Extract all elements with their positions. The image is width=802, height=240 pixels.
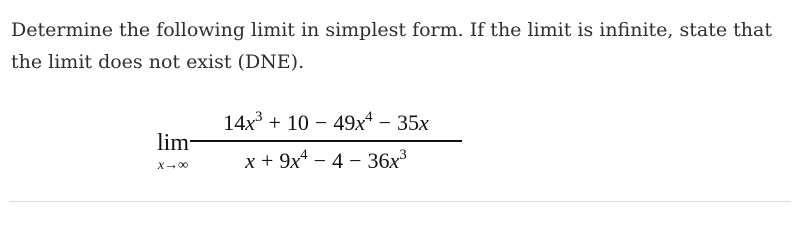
limit-expression [0,110,802,180]
limit-subscript: x→∞ [157,158,189,173]
question-text: Determine the following limit in simplest form. If the limit is infinite, state that the limit does not exist (DNE). [11,19,772,73]
denominator: $x + 9x^4 - 4 - 36x^3$ [245,146,407,173]
fraction-bar [190,140,462,142]
fraction [190,110,462,174]
numerator: $14x^3 + 10 - 49x^4 - 35x$ [223,109,429,135]
lim-label: lim [156,130,189,156]
section-divider [9,201,791,202]
